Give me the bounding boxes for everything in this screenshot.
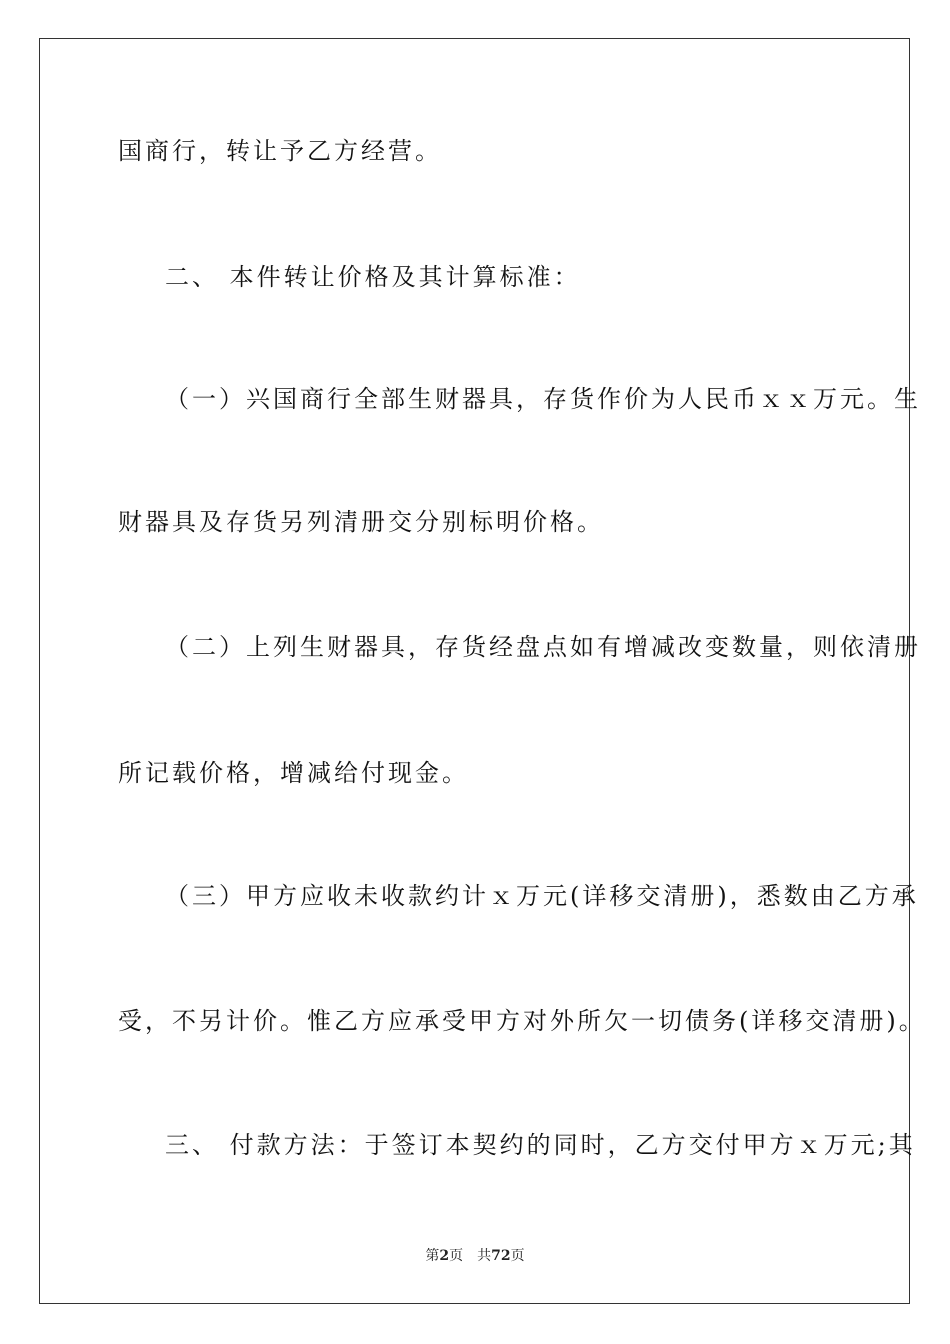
page-footer <box>0 1247 950 1265</box>
total-prefix: 共 <box>477 1248 492 1264</box>
text-line-6: 所记载价格，增减给付现金。 <box>118 759 469 787</box>
text-line-1: 国商行，转让予乙方经营。 <box>118 137 442 165</box>
page-border <box>39 38 910 1304</box>
section-two-heading: 二、 本件转让价格及其计算标准： <box>165 263 581 291</box>
total-suffix: 页 <box>510 1248 525 1264</box>
text-line-3: （一）兴国商行全部生财器具，存货作价为人民币ｘｘ万元。生 <box>165 385 921 413</box>
section-three-heading: 三、 付款方法：于签订本契约的同时，乙方交付甲方ｘ万元;其 <box>165 1131 916 1159</box>
text-line-8: 受，不另计价。惟乙方应承受甲方对外所欠一切债务(详移交清册)。 <box>118 1007 926 1035</box>
total-pages: 72 <box>491 1248 511 1264</box>
text-line-5: （二）上列生财器具，存货经盘点如有增减改变数量，则依清册 <box>165 633 921 661</box>
page-prefix: 第 <box>425 1248 440 1264</box>
page-suffix: 页 <box>449 1248 464 1264</box>
text-line-7: （三）甲方应收未收款约计ｘ万元(详移交清册)，悉数由乙方承 <box>165 882 919 910</box>
text-line-4: 财器具及存货另列清册交分别标明价格。 <box>118 508 604 536</box>
page-number: 2 <box>439 1248 450 1264</box>
